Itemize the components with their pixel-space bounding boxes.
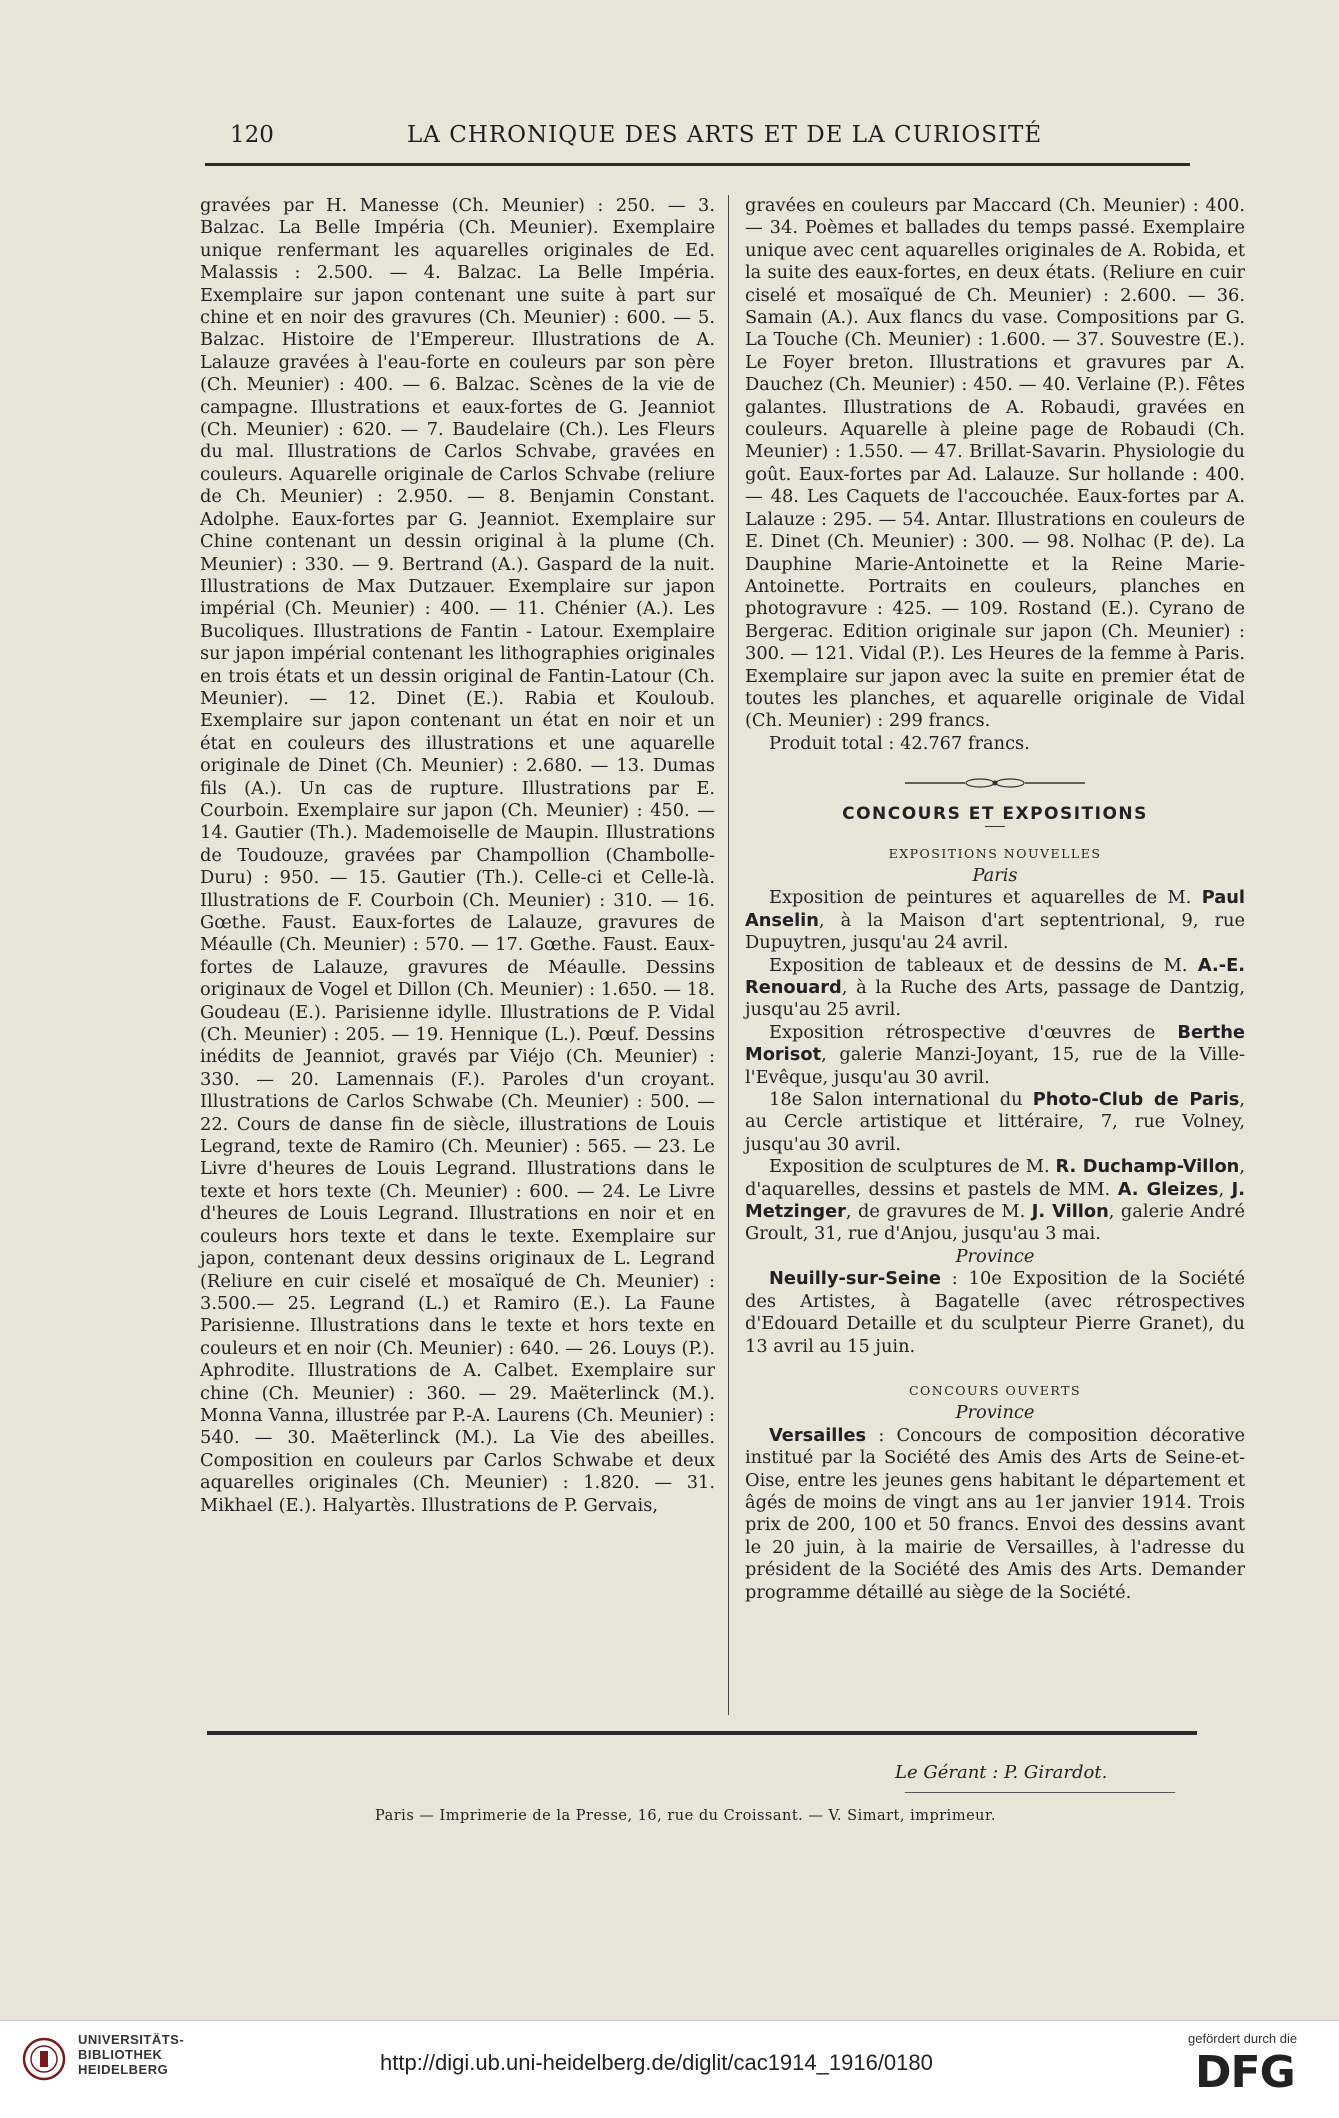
exposition-item <box>745 887 1245 954</box>
sale-total: Produit total : 42.767 francs. <box>769 732 1030 754</box>
item-text: , de gravures de M. <box>845 1201 1032 1223</box>
item-name: A. Gleizes <box>1117 1178 1219 1200</box>
item-name: Photo-Club de Paris <box>1032 1089 1240 1111</box>
exposition-province-item <box>745 1268 1245 1358</box>
gerant-text: Le Gérant : P. Girardot. <box>895 1762 1108 1783</box>
ornament-divider <box>905 777 1085 789</box>
item-text: : Concours de composition décorative institué par la Société des Amis des Arts de Seine-et-Oise, entre les jeunes gens habitant le département et âgés de moins de vingt ans au 1er janvier 1914. Trois prix de 200, 100 et 50 francs. Envoi des dessins avant le 20 juin, à la mairie de Versailles, à l'adresse du président de la Société des Amis des Arts. Demander programme détaillé au siège de la Société. <box>745 1424 1245 1603</box>
item-text: 18e Salon international du <box>769 1089 1033 1111</box>
item-text: Exposition de tableaux et de dessins de M. <box>769 954 1198 976</box>
university-seal-icon <box>22 2037 66 2081</box>
page-number: 120 <box>230 122 274 148</box>
page-header <box>222 118 1182 158</box>
imprint-line: Paris — Imprimerie de la Presse, 16, rue du Croissant. — V. Simart, imprimeur. <box>375 1808 996 1824</box>
item-text: : 10e Exposition de la Société des Artistes, à Bagatelle (avec rétrospectives d'Edouard Detaille et du sculpteur Pierre Granet), du 13 avril au 15 juin. <box>745 1268 1245 1357</box>
funding-label: gefördert durch die <box>1188 2031 1298 2046</box>
column-separator <box>728 195 729 1715</box>
gerant-rule <box>905 1792 1175 1793</box>
library-name[interactable] <box>78 2032 184 2077</box>
library-line: UNIVERSITÄTS- <box>78 2032 185 2047</box>
expositions-heading: EXPOSITIONS NOUVELLES <box>888 845 1102 861</box>
concours-place-province: Province <box>955 1402 1035 1424</box>
item-name: Berthe Morisot <box>745 1021 1245 1066</box>
exposition-item <box>745 1089 1245 1156</box>
item-text: , à la Ruche des Arts, passage de Dantzig, jusqu'au 25 avril. <box>745 977 1245 1021</box>
item-text: Exposition de peintures et aquarelles de M. <box>769 887 1202 909</box>
item-text: , galerie Manzi-Joyant, 15, rue de la Ville-l'Evêque, jusqu'au 30 avril. <box>745 1044 1245 1088</box>
exposition-item <box>745 1022 1245 1089</box>
header-rule <box>205 163 1190 166</box>
item-text: , à la Maison d'art septentrional, 9, rue Dupuytren, jusqu'au 24 avril. <box>745 909 1245 954</box>
section-title: CONCOURS ET EXPOSITIONS <box>842 804 1148 825</box>
place-paris: Paris <box>972 864 1018 886</box>
permalink-url[interactable]: http://digi.ub.uni-heidelberg.de/diglit/cac1914_1916/0180 <box>380 2050 933 2075</box>
place-province: Province <box>955 1245 1035 1267</box>
footer-rule <box>207 1731 1197 1735</box>
exposition-sculptures <box>745 1156 1245 1246</box>
sale-continuation: gravées en couleurs par Maccard (Ch. Meunier) : 400. — 34. Poèmes et ballades du temps passé. Exemplaire unique avec cent aquarelles originales de A. Robida, et la suite des eaux-fortes, en deux états. (Reliure en cuir ciselé et mosaïqué de Ch. Meunier) : 2.600. — 36. Samain (A.). Aux flancs du vase. Compositions par G. La Touche (Ch. Meunier) : 1.600. — 37. Souvestre (E.). Le Foyer breton. Illustrations et gravures par A. Dauchez (Ch. Meunier) : 450. — 40. Verlaine (P.). Fêtes galantes. Illustrations de A. Robaudi, gravées en couleurs. Aquarelle à pleine page de Robaudi (Ch. Meunier) : 1.550. — 47. Brillat-Savarin. Physiologie du goût. Eaux-fortes par Ad. Lalauze. Sur hollande : 400. — 48. Les Caquets de l'accouchée. Eaux-fortes par A. Lalauze : 295. — 54. Antar. Illustrations en couleurs de E. Dinet (Ch. Meunier) : 300. — 98. Nolhac (P. de). La Dauphine Marie-Antoinette et la Reine Marie-Antoinette. Portraits en couleurs, planches en photogravure : 425. — 109. Rostand (E.). Cyrano de Bergerac. Edition originale sur japon (Ch. Meunier) : 300. — 121. Vidal (P.). Les Heures de la femme à Paris. Exemplaire sur japon avec la suite en premier état de toutes les planches, et aquarelle originale de Vidal (Ch. Meunier) : 299 francs. <box>745 195 1245 732</box>
gerant-line <box>895 1762 1185 1783</box>
item-name: J. Metzinger <box>745 1178 1245 1223</box>
right-column <box>745 195 1245 1604</box>
library-line: BIBLIOTHEK <box>78 2047 163 2062</box>
item-name: J. Villon <box>1031 1201 1109 1223</box>
item-text: , d'aquarelles, dessins et pastels de MM. <box>745 1156 1245 1200</box>
exposition-item <box>745 955 1245 1022</box>
concours-item <box>745 1425 1245 1604</box>
library-line: HEIDELBERG <box>78 2062 169 2077</box>
item-name: A.-E. Renouard <box>745 954 1245 998</box>
item-text: Exposition de sculptures de M. <box>769 1156 1056 1178</box>
item-name: Versailles <box>769 1424 867 1446</box>
left-column-text: gravées par H. Manesse (Ch. Meunier) : 250. — 3. Balzac. La Belle Impéria (Ch. Meunier). Exemplaire unique renfermant les aquarelles originales de Ed. Malassis : 2.500. — 4. Balzac. La Belle Impéria. Exemplaire sur japon contenant une suite à part sur chine et en noir des gravures (Ch. Meunier) : 600. — 5. Balzac. Histoire de l'Empereur. Illustrations de A. Lalauze gravées à l'eau-forte en couleurs par son père (Ch. Meunier) : 400. — 6. Balzac. Scènes de la vie de campagne. Illustrations et eaux-fortes de G. Jeanniot (Ch. Meunier) : 620. — 7. Baudelaire (Ch.). Les Fleurs du mal. Illustrations de Carlos Schvabe, gravées en couleurs. Aquarelle originale de Carlos Schvabe (reliure de Ch. Meunier) : 2.950. — 8. Benjamin Constant. Adolphe. Eaux-fortes par G. Jeanniot. Exemplaire sur Chine contenant un dessin original à la plume (Ch. Meunier) : 330. — 9. Bertrand (A.). Gaspard de la nuit. Illustrations de Max Dutzauer. Exemplaire sur japon impérial (Ch. Meunier) : 400. — 11. Chénier (A.). Les Bucoliques. Illustrations de Fantin - Latour. Exemplaire sur japon impérial contenant les lithographies originales en trois états et un dessin original de Fantin-Latour (Ch. Meunier). — 12. Dinet (E.). Rabia et Kouloub. Exemplaire sur japon contenant un état en noir et un état en couleurs des illustrations et une aquarelle originale de Dinet (Ch. Meunier) : 2.680. — 13. Dumas fils (A.). Un cas de rupture. Illustrations par E. Courboin. Exemplaire sur japon (Ch. Meunier) : 450. — 14. Gautier (Th.). Mademoiselle de Maupin. Illustrations de Toudouze, gravées par Champollion (Chambolle-Duru) : 950. — 15. Gautier (Th.). Celle-ci et Celle-là. Illustrations de F. Courboin (Ch. Meunier) : 310. — 16. Gœthe. Faust. Eaux-fortes de Lalauze, gravures de Méaulle (Ch. Meunier) : 570. — 17. Gœthe. Faust. Eaux-fortes de Lalauze, gravures de Méaulle. Dessins originaux de Vogel et Dillon (Ch. Meunier) : 1.650. — 18. Goudeau (E.). Parisienne idylle. Illustrations de P. Vidal (Ch. Meunier) : 205. — 19. Hennique (L.). Pœuf. Dessins inédits de Jeanniot, gravés par Viéjo (Ch. Meunier) : 330. — 20. Lamennais (F.). Paroles d'un croyant. Illustrations de Carlos Schwabe (Ch. Meunier) : 500. — 22. Cours de danse fin de siècle, illustrations de Louis Legrand, texte de Ramiro (Ch. Meunier) : 565. — 23. Le Livre d'heures de Louis Legrand. Illustrations dans le texte et hors texte (Ch. Meunier) : 600. — 24. Le Livre d'heures de Louis Legrand. Illustrations en noir et en couleurs hors texte et dans le texte. Exemplaire sur japon, contenant deux dessins originaux de L. Legrand (Reliure en cuir ciselé et mosaïqué de Ch. Meunier) : 3.500.— 25. Legrand (L.) et Ramiro (E.). La Faune Parisienne. Illustrations dans le texte et hors texte en couleurs et en noir (Ch. Meunier) : 640. — 26. Louys (P.). Aphrodite. Illustrations de A. Calbet. Exemplaire sur chine (Ch. Meunier) : 360. — 29. Maëterlinck (M.). Monna Vanna, illustrée par P.-A. Laurens (Ch. Meunier) : 540. — 30. Maëterlinck (M.). La Vie des abeilles. Composition en couleurs par Carlos Schwabe et deux aquarelles originales (Ch. Meunier) : 1.820. — 31. Mikhael (E.). Halyartès. Illustrations de P. Gervais, <box>200 195 715 1516</box>
item-text: , <box>1218 1178 1232 1200</box>
left-column <box>200 195 715 1517</box>
item-name: Paul Anselin <box>745 887 1245 931</box>
dfg-logo[interactable]: DFG <box>1195 2047 1295 2098</box>
item-text: , galerie André Groult, 31, rue d'Anjou, jusqu'au 3 mai. <box>745 1201 1245 1245</box>
item-name: R. Duchamp-Villon <box>1055 1156 1240 1178</box>
item-name: Neuilly-sur-Seine <box>769 1268 941 1290</box>
section-rule <box>985 826 1005 827</box>
concours-heading: CONCOURS OUVERTS <box>908 1382 1082 1398</box>
item-text: , au Cercle artistique et littéraire, 7, rue Volney, jusqu'au 30 avril. <box>745 1089 1245 1155</box>
running-title: LA CHRONIQUE DES ARTS ET DE LA CURIOSITÉ <box>407 122 1043 148</box>
item-text: Exposition rétrospective d'œuvres de <box>769 1021 1178 1043</box>
